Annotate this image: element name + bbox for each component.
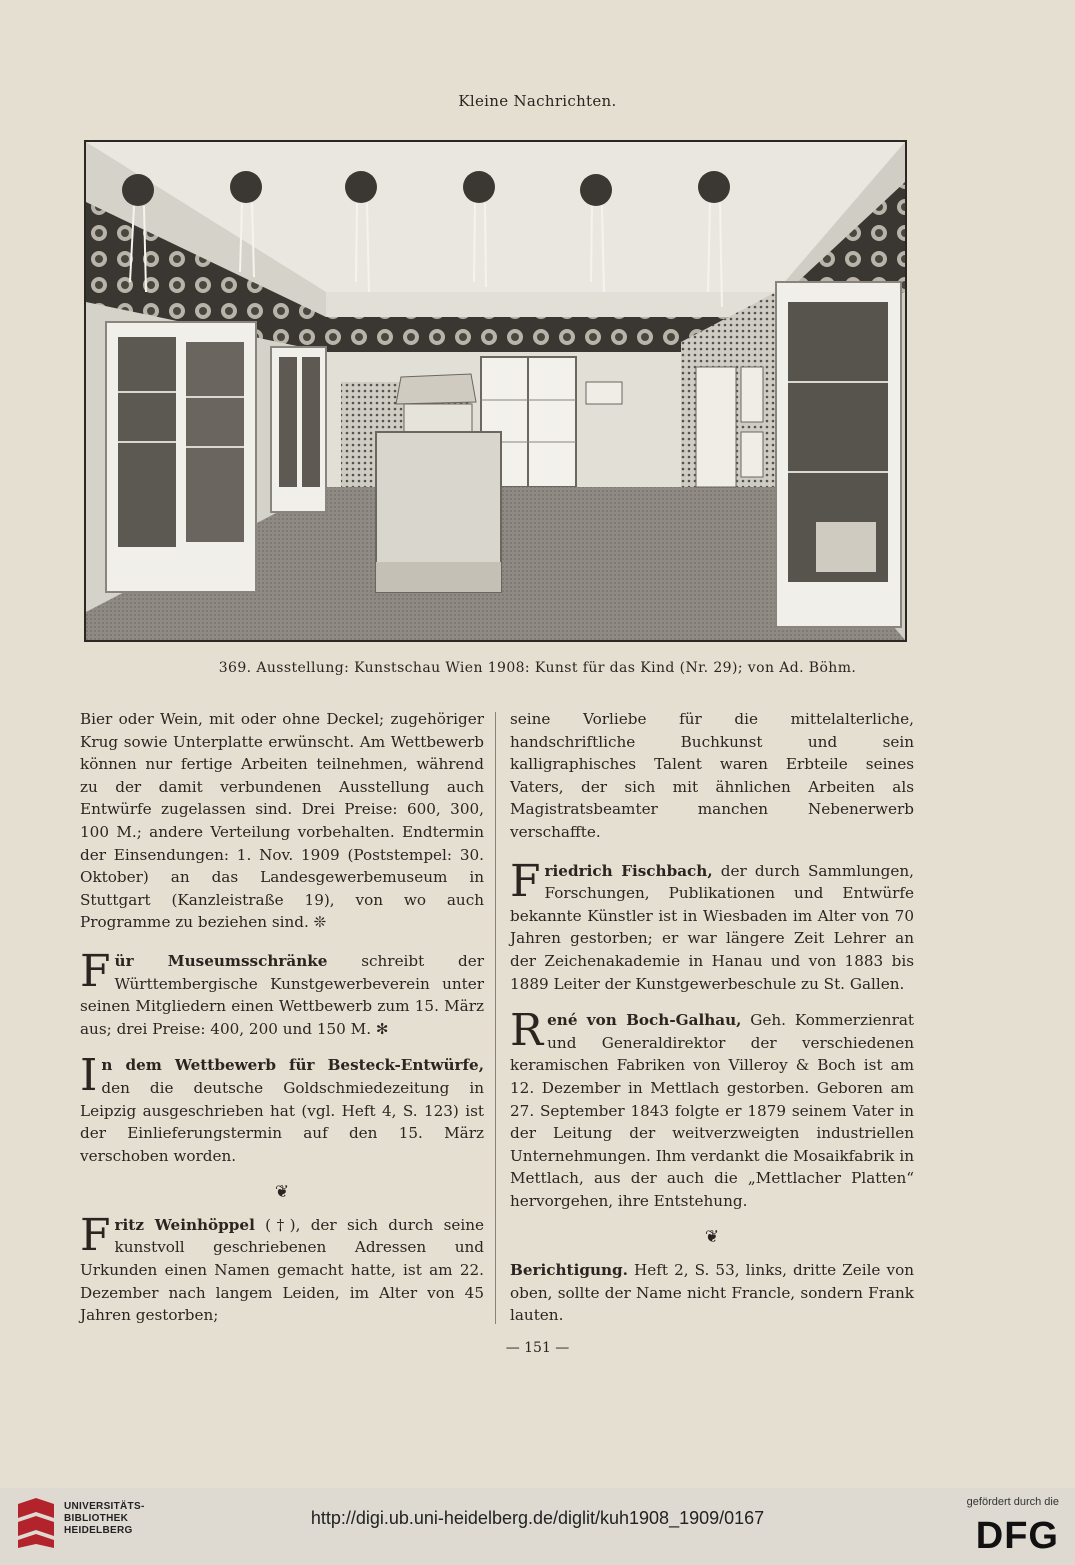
column-rule xyxy=(495,712,496,1324)
paragraph-correction xyxy=(510,1259,914,1327)
source-url-link[interactable]: http://digi.ub.uni-heidelberg.de/diglit/kuh1908_1909/0167 xyxy=(310,1508,765,1528)
running-head: Kleine Nachrichten. xyxy=(458,92,617,110)
paragraph-text: Geh. Kommerzienrat und Generaldirektor der verschiedenen keramischen Fabriken von Villeroy & Boch ist am 12. Dezember in Mettlach gestorben. Geboren am 27. September 1843 folgte er 1879 seinem Vater in der Leitung der weitverzweigten industriellen Unternehmungen. Ihm verdankt die Mosaikfabrik in Mettlach, aus der auch die „Mettlacher Platten“ hervorgehen, ihre Entstehung. xyxy=(510,1011,914,1210)
left-column xyxy=(80,708,484,1341)
ornament-icon: ❦ xyxy=(704,1227,720,1248)
paragraph-boch-galhau xyxy=(510,1005,914,1212)
paragraph-cutlery-competition xyxy=(80,1050,484,1167)
library-name-line: BIBLIOTHEK xyxy=(64,1513,129,1524)
paragraph-text: den die deutsche Goldschmiedezeitung in Leipzig ausgeschrieben hat (vgl. Heft 4, S. 123) ist der Einlieferungstermin auf den 15. März verschoben worden. xyxy=(80,1078,484,1165)
paragraph-weinhoeppel-cont: seine Vorliebe für die mittelalterliche, handschriftliche Buchkunst und sein kalligraphisches Talent waren Erbteile seines Vaters, der sich mit ähnlichen Arbeiten als Magistratsbeamter manchen Nebenerwerb verschaffte. xyxy=(510,710,914,841)
paragraph-text: der durch Sammlungen, Forschungen, Publikationen und Entwürfe bekannte Künstler ist in Wiesbaden im Alter von 70 Jahren gestorben; er war längere Zeit Lehrer an der Zeichenakademie in Hanau und von 1883 bis 1889 Leiter der Kunstgewerbeschule zu St. Gallen. xyxy=(510,861,914,993)
exhibition-room-illustration xyxy=(86,142,905,640)
library-name-line: HEIDELBERG xyxy=(64,1525,133,1536)
paragraph-lead: ené von Boch-Galhau, xyxy=(547,1011,742,1030)
drop-cap: F xyxy=(80,945,111,997)
paragraph-weinhoeppel xyxy=(80,1209,485,1327)
drop-cap: F xyxy=(80,1209,111,1261)
exhibition-photograph xyxy=(84,140,907,642)
ornament-icon: ❦ xyxy=(274,1182,290,1203)
paragraph-lead: ür Museumsschränke xyxy=(114,951,328,970)
drop-cap: I xyxy=(80,1050,98,1102)
page-number: — 151 — xyxy=(505,1340,570,1356)
figure-caption: 369. Ausstellung: Kunstschau Wien 1908: Kunst für das Kind (Nr. 29); von Ad. Böhm. xyxy=(218,660,857,676)
paragraph-text: (†), der sich durch seine kunstvoll geschriebenen Adressen und Urkunden einen Namen gemacht hatte, ist am 22. Dezember nach langem Leiden, im Alter von 45 Jahren gestorben; xyxy=(80,1215,485,1325)
drop-cap: F xyxy=(510,855,541,907)
right-column xyxy=(510,708,914,1341)
library-name-line: UNIVERSITÄTS- xyxy=(64,1501,145,1512)
paragraph-text: Heft 2, S. 53, links, dritte Zeile von oben, sollte der Name nicht Francle, sondern Frank lauten. xyxy=(510,1261,914,1325)
paragraph-lead: n dem Wettbewerb für Besteck-Entwürfe, xyxy=(101,1056,484,1075)
digitization-footer xyxy=(0,1488,1075,1565)
funding-note: gefördert durch die xyxy=(966,1496,1059,1508)
drop-cap: R xyxy=(510,1005,544,1057)
paragraph-text: schreibt der Württembergische Kunstgewerbeverein unter seinen Mitgliedern einen Wettbewerb zum 15. März aus; drei Preise: 400, 200 und 150 M. ✻ xyxy=(80,951,484,1038)
paragraph-lead: ritz Weinhöppel xyxy=(114,1215,255,1234)
paragraph-fischbach xyxy=(510,855,914,996)
paragraph-museum-cabinets xyxy=(80,945,484,1040)
paragraph-lead: Berichtigung. xyxy=(510,1261,628,1280)
paragraph-competition-end: Bier oder Wein, mit oder ohne Deckel; zugehöriger Krug sowie Unterplatte erwünscht. Am Wettbewerb können nur fertige Arbeiten teilnehmen, während zu der damit verbundenen Ausstellung auch Entwürfe zugelassen sind. Drei Preise: 600, 300, 100 M.; andere Verteilung vorbehalten. Endtermin der Einsendungen: 1. Nov. 1909 (Poststempel: 30. Oktober) an das Landesgewerbemuseum in Stuttgart (Kanzleistraße 19), von wo auch Programme zu beziehen sind. ❊ xyxy=(80,710,484,932)
dfg-logo: DFG xyxy=(975,1515,1059,1557)
paragraph-lead: riedrich Fischbach, xyxy=(544,861,713,880)
